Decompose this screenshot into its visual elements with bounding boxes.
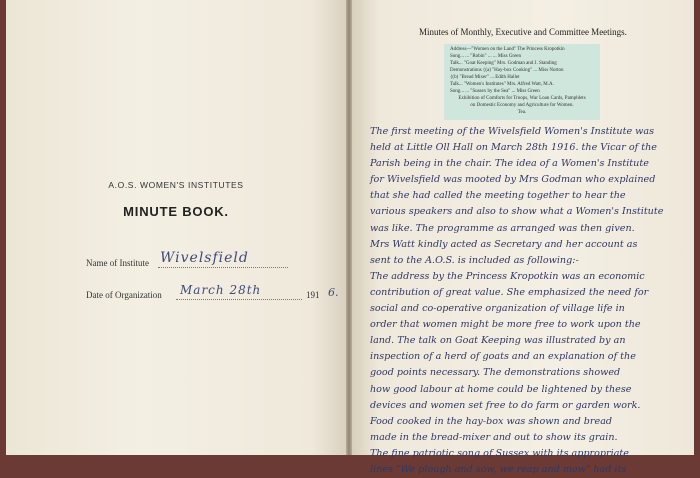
minutes-header: Minutes of Monthly, Executive and Committee Meetings. [419, 27, 627, 37]
minutes-line: devices and women set free to do farm or garden work. [370, 399, 641, 411]
minutes-line: Food cooked in the hay-box was shown and bread [370, 415, 613, 427]
minutes-line: various speakers and also to show what a Women's Institute [370, 206, 664, 218]
programme-line: {(b) "Bread Mixer" ... Edith Hallet [450, 75, 520, 80]
minutes-line: for Wivelsfield was mooted by Mrs Godman who explained [370, 174, 656, 186]
minutes-line: made in the bread-mixer and out to show its grain. [370, 431, 618, 443]
minutes-line: The fine patriotic song of Sussex with its appropriate [370, 447, 629, 459]
minutes-line: order that women might be more free to work upon the [370, 319, 641, 331]
minutes-line: Parish being in the chair. The idea of a Women's Institute [370, 158, 649, 170]
open-minute-book [6, 0, 694, 475]
programme-line: Song... ... "Sussex by the Sea" ... Miss Green [450, 89, 540, 94]
date-dotted-line [176, 299, 302, 300]
programme-line: Song... ... "Robin" ... ... Miss Green [450, 54, 522, 59]
name-value: Wivelsfield [160, 250, 249, 266]
minutes-line: social and co-operative organization of village life in [370, 303, 625, 315]
year-prefix: 191 [306, 290, 320, 300]
programme-line: Exhibition of Comforts for Troops, War Loan Cards, Pamphlets [458, 96, 586, 101]
minutes-line: was like. The programme as arranged was then given. [370, 222, 635, 234]
minutes-line: land. The talk on Goat Keeping was illustrated by an [370, 335, 626, 347]
year-value: 6. [328, 286, 339, 299]
minutes-line: good points necessary. The demonstrations showed [370, 367, 621, 379]
programme-line: Demonstrations {(a) "Hay-box Cooking" ... Miss Norton [450, 68, 564, 73]
programme-line: Talk... "Goat Keeping" Mrs. Godman and J. Standing [450, 61, 557, 66]
date-value: March 28th [180, 283, 262, 297]
minutes-line: held at Little Oll Hall on March 28th 1916. the Vicar of the [370, 142, 657, 154]
left-page [6, 0, 346, 455]
minutes-line: Mrs Watt kindly acted as Secretary and her account as [370, 238, 638, 250]
handwritten-minutes [370, 124, 688, 478]
programme-line: on Domestic Economy and Agriculture for Women. [470, 103, 574, 108]
programme-clipping [444, 44, 600, 120]
minutes-line: The address by the Princess Kropotkin was an economic [370, 270, 645, 282]
minutes-line: that she had called the meeting together to hear the [370, 190, 626, 202]
name-dotted-line [158, 267, 288, 268]
programme-line: Address—"Women on the Land" The Princess Kropotkin [450, 47, 565, 52]
minutes-line: inspection of a herd of goats and an explanation of the [370, 351, 636, 363]
name-label: Name of Institute [86, 258, 149, 268]
minutes-line: how good labour at home could be lightened by these [370, 383, 632, 395]
programme-line: Tea. [517, 110, 527, 115]
book-title: MINUTE BOOK. [123, 204, 229, 219]
date-of-organization-field [86, 283, 339, 300]
minutes-line: sent to the A.O.S. is included as following:- [370, 254, 579, 266]
minutes-line: The first meeting of the Wivelsfield Women's Institute was [370, 126, 655, 137]
name-of-institute-field [86, 250, 286, 268]
minutes-line: contribution of great value. She emphasized the need for [370, 286, 649, 298]
programme-line: Talk... "Women's Institutes" Mrs. Alfred Watt, M.A. [450, 82, 554, 87]
date-label: Date of Organization [86, 290, 162, 300]
aos-title: A.O.S. WOMEN'S INSTITUTES [108, 180, 244, 190]
minutes-line: lines "We plough and sow, we reap and mow" had its [370, 463, 627, 475]
right-page [352, 0, 694, 475]
